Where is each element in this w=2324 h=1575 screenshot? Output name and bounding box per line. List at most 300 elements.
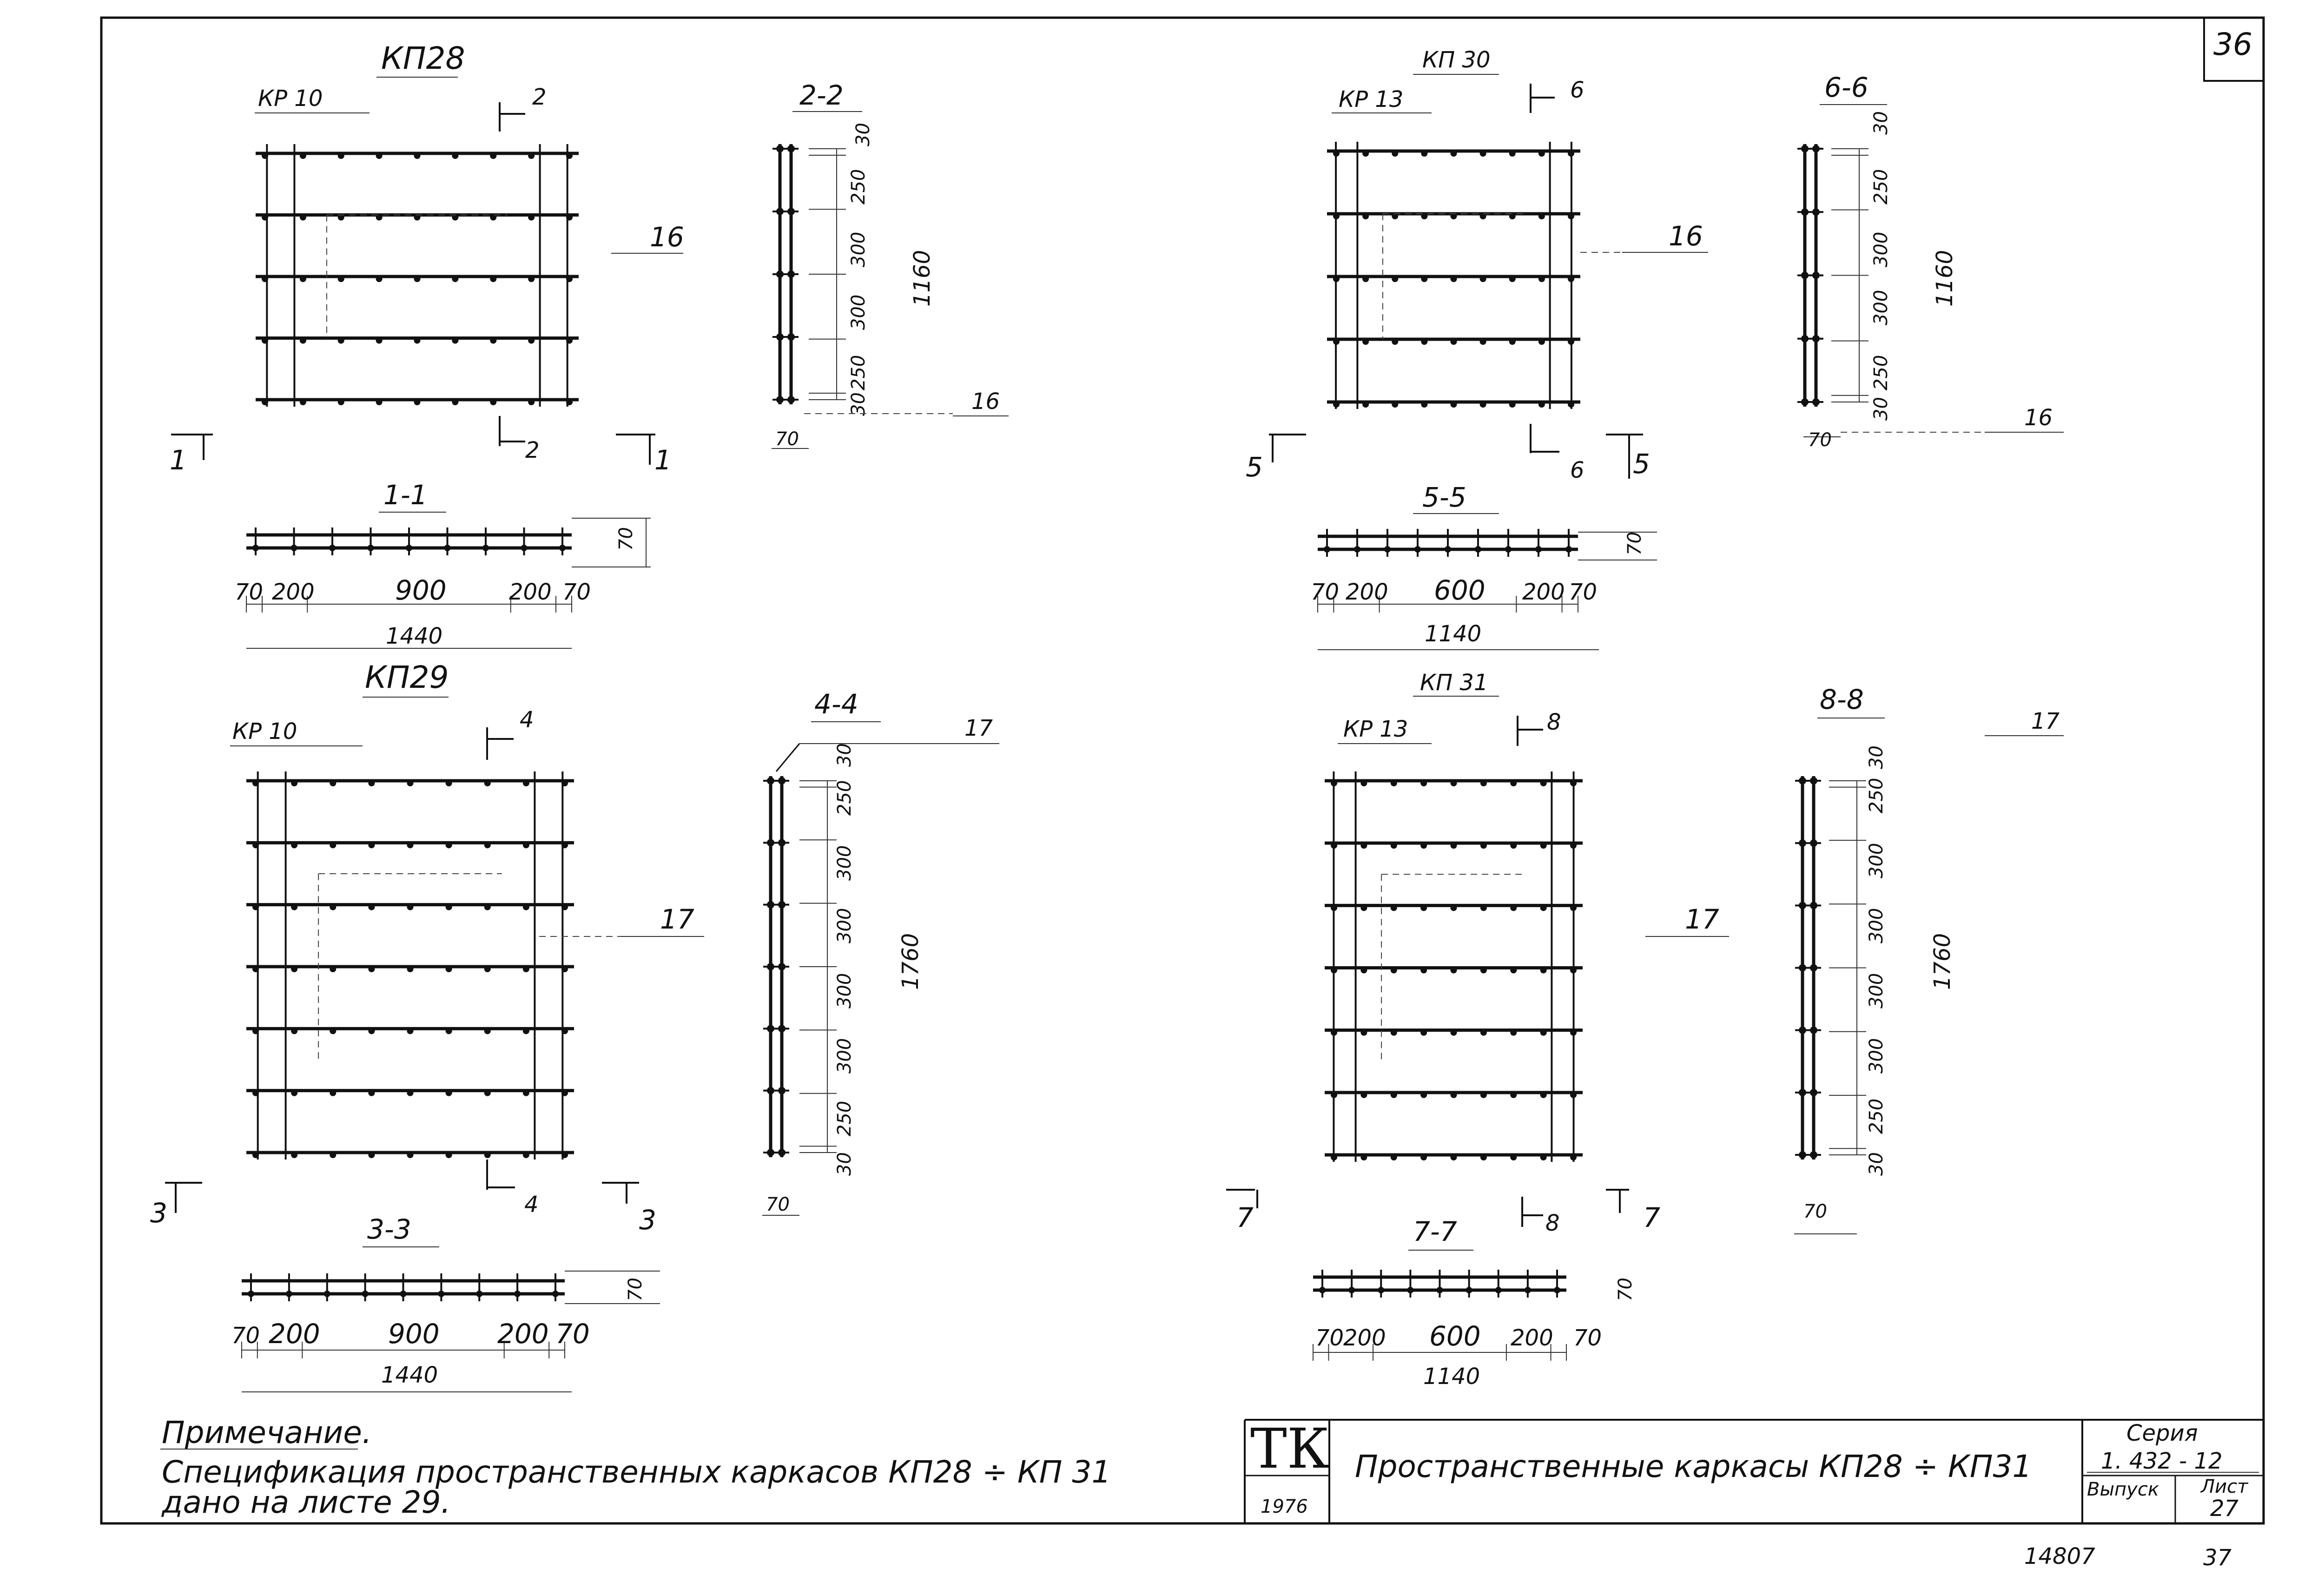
weld-point [407,1152,414,1158]
weld-point [1451,338,1457,345]
section-bar-dot [767,777,774,784]
section-5-5-dim-5: 70 [1569,579,1598,605]
weld-point [1451,780,1457,786]
weld-point [1451,401,1457,408]
weld-point [484,842,491,848]
frame-kp28-cut-top: 2 [532,84,547,110]
section-1-1-strip [246,527,572,555]
weld-point [407,966,414,972]
weld-point [452,276,458,282]
section-bar-dot [1799,1089,1806,1096]
strip-dot [362,1291,369,1297]
weld-point [1451,150,1457,157]
section-8-8-total: 1760 [1929,933,1955,990]
section-2-2-dim-3: 300 [848,231,869,267]
section-7-7-total: 1140 [1423,1364,1480,1390]
weld-point [523,842,529,848]
section-1-1-dim-5: 70 [562,579,591,605]
weld-point [1480,150,1486,157]
section-7-7-dim-2: 200 [1343,1325,1386,1351]
section-3-3-dim-2: 200 [269,1318,320,1350]
section-8-8-dim-5: 300 [1866,973,1887,1008]
weld-point [414,337,421,344]
section-2-2-leader: 16 [971,389,1000,415]
frame-kp31-cut-top: 8 [1547,709,1561,735]
section-6-6-dim-6: 30 [1870,397,1892,421]
weld-point [1480,780,1487,786]
section-4-4-title: 4-4 [814,688,858,720]
weld-point [446,842,452,848]
weld-point [528,152,535,159]
section-bar-dot [1812,208,1820,216]
weld-point [1391,967,1397,974]
weld-point [291,780,297,786]
section-bar-dot [1801,272,1809,279]
section-bar-dot [776,270,784,278]
frame-kp31-right-mark: 7 [1643,1202,1660,1233]
section-bar-dot [1810,777,1817,784]
section-4-4-width: 70 [766,1194,790,1215]
weld-point [1392,276,1398,282]
strip-dot [514,1291,521,1297]
section-7-7-dim-4: 200 [1511,1325,1553,1351]
weld-point [1451,904,1457,911]
frame-kp30-right-mark: 5 [1633,448,1650,480]
section-8-8-title: 8-8 [1820,684,1864,715]
section-bar-dot [767,839,774,846]
weld-point [1510,780,1517,786]
section-2-2-dim-1: 30 [852,123,874,146]
frame-kp30-leader: 16 [1669,220,1703,252]
frame-kp30-grid [1327,142,1580,409]
strip-dot [329,545,336,551]
weld-point [1480,1029,1487,1036]
section-6-6-dim-5: 250 [1870,355,1892,390]
strip-dot [291,545,297,551]
weld-point [330,966,336,972]
strip-dot [248,1291,254,1297]
weld-point [1510,1029,1517,1036]
weld-point [528,214,535,221]
section-6-6-dim-4: 300 [1870,290,1892,325]
weld-point [1362,338,1369,345]
strip-dot [1565,546,1572,553]
weld-point [1421,338,1427,345]
section-2-2-dim-2: 250 [848,169,869,204]
frame-kp30-left-mark: 5 [1246,451,1263,483]
frame-kp29-grid [246,771,574,1160]
weld-point [376,399,383,405]
section-bar-dot [778,839,786,846]
weld-point [1509,338,1516,345]
section-bar-dot [1799,1027,1806,1034]
section-bar-dot [1810,964,1817,972]
frame-kp28-right-mark: 1 [654,444,672,476]
weld-point [1540,842,1547,849]
section-4-4-dim-8: 30 [834,1152,855,1176]
weld-point [1480,401,1486,408]
section-bar-dot [1799,1151,1806,1159]
weld-point [1510,1092,1517,1098]
weld-point [407,1090,414,1096]
section-1-1-dim-4: 200 [509,579,552,605]
weld-point [330,1028,336,1034]
weld-point [300,337,306,344]
strip-dot [406,545,412,551]
title-block-sheet-label: Лист [2201,1476,2248,1497]
note-line-1: Спецификация пространственных каркасов КП28 ÷ КП 31 [162,1454,1111,1490]
section-bar-dot [1812,272,1820,279]
section-7-7-dim-1: 70 [1315,1325,1344,1351]
weld-point [291,1028,297,1034]
weld-point [1538,276,1545,282]
section-3-3-title: 3-3 [367,1213,411,1245]
weld-point [446,1152,452,1158]
section-bar-dot [767,1025,774,1032]
section-3-3-strip [242,1273,565,1301]
frame-kp29-cut-bottom: 4 [524,1192,539,1218]
strip-dot [1407,1287,1413,1293]
section-8-8-dim-3: 300 [1866,843,1887,878]
weld-point [291,904,297,910]
weld-point [330,780,336,786]
weld-point [523,1152,529,1158]
weld-point [330,1152,336,1158]
section-2-2-title: 2-2 [799,79,844,111]
weld-point [1510,967,1517,974]
strip-dot [324,1291,330,1297]
section-4-4-dim-7: 250 [834,1101,855,1136]
weld-point [368,780,375,786]
section-bar-dot [787,396,795,403]
section-bar-dot [1810,1151,1817,1159]
frame-kp28-cut-bottom: 2 [525,437,540,463]
frame-kp28 [170,40,684,476]
strip-dot [444,545,451,551]
weld-point [1540,780,1547,786]
weld-point [1360,1029,1367,1036]
section-7-7-strip [1313,1270,1566,1298]
section-7-7-dim-5: 70 [1573,1325,1602,1351]
weld-point [1391,842,1397,849]
section-1-1-dim-3: 900 [395,574,447,606]
frame-kp31-title: КП 31 [1420,670,1488,696]
weld-point [1451,1092,1457,1098]
strip-dot [1554,1287,1560,1293]
frame-kp30-sub: КР 13 [1339,86,1404,112]
weld-point [1360,1154,1367,1160]
strip-dot [286,1291,292,1297]
strip-dot [1535,546,1542,553]
section-5-5-dim-2: 200 [1346,579,1388,605]
section-bar-dot [778,1149,786,1156]
section-4-4-dim-6: 300 [834,1038,855,1074]
weld-point [1480,842,1487,849]
strip-dot [1525,1287,1531,1293]
section-6-6-width: 70 [1808,429,1832,451]
section-bar-dot [1810,839,1817,847]
weld-point [523,966,529,972]
strip-dot [1348,1287,1355,1293]
weld-point [1392,401,1398,408]
weld-point [523,780,529,786]
section-1-1-dim-2: 200 [272,579,315,605]
frame-kp31-sub: КР 13 [1343,716,1408,742]
section-1-1-total: 1440 [386,623,443,649]
section-3-3 [231,1213,660,1392]
frame-kp29-leader: 17 [660,903,694,935]
weld-point [484,904,491,910]
section-7-7-title: 7-7 [1413,1216,1457,1247]
section-4-4-dim-3: 300 [834,845,855,881]
weld-point [330,904,336,910]
weld-point [338,399,344,405]
section-3-3-dim-4: 200 [497,1318,549,1350]
weld-point [338,276,344,282]
section-3-3-dim-3: 900 [388,1318,440,1350]
section-1-1-title: 1-1 [383,479,428,511]
weld-point [368,904,375,910]
weld-point [1392,150,1398,157]
weld-point [446,904,452,910]
weld-point [1360,967,1367,974]
section-8-8-dims [1829,781,1866,1155]
section-6-6-dim-3: 300 [1870,231,1892,267]
weld-point [414,276,421,282]
weld-point [1360,780,1367,786]
weld-point [1480,904,1487,911]
weld-point [1420,1092,1427,1098]
weld-point [1540,967,1547,974]
section-bar-dot [778,1025,786,1032]
weld-point [490,276,496,282]
weld-point [1451,967,1457,974]
weld-point [1391,904,1397,911]
weld-point [368,1028,375,1034]
section-bar-dot [1810,1027,1817,1034]
section-8-8-stack [1795,776,1821,1160]
weld-point [1538,213,1545,219]
section-bar-dot [778,777,786,784]
weld-point [1362,276,1369,282]
section-bar-dot [787,270,795,278]
weld-point [291,966,297,972]
section-bar-dot [1812,398,1820,406]
weld-point [1451,276,1457,282]
section-3-3-height: 70 [625,1278,646,1301]
section-6-6-title: 6-6 [1824,72,1868,103]
strip-dot [1319,1287,1326,1293]
sheet-number: 36 [2213,26,2252,62]
strip-dot [1466,1287,1472,1293]
strip-dot [1378,1287,1384,1293]
weld-point [523,1090,529,1096]
frame-kp31-left-mark: 7 [1236,1202,1254,1233]
weld-point [1421,150,1427,157]
strip-dot [552,1291,559,1297]
section-8-8-dim-7: 250 [1866,1098,1887,1134]
frame-kp31 [1226,670,1729,1236]
section-4-4-stack [763,776,789,1157]
weld-point [528,337,535,344]
weld-point [1360,904,1367,911]
section-bar-dot [1810,902,1817,909]
section-bar-dot [1812,145,1820,152]
weld-point [1420,1154,1427,1160]
weld-point [490,152,496,159]
section-4-4-dims [799,781,837,1153]
strip-dot [1495,1287,1502,1293]
section-bar-dot [787,145,795,152]
section-bar-dot [778,1087,786,1094]
section-8-8-dim-8: 30 [1866,1152,1887,1176]
weld-point [1420,1029,1427,1036]
weld-point [368,1152,375,1158]
section-5-5-dim-3: 600 [1434,574,1486,606]
section-bar-dot [1801,335,1809,343]
frame-kp30-cut-top: 6 [1570,77,1585,103]
section-5-5-total: 1140 [1425,621,1482,647]
section-6-6 [1797,72,2064,451]
weld-point [300,399,306,405]
section-7-7-height: 70 [1615,1278,1636,1301]
frame-kp30-cut-bottom: 6 [1570,457,1585,483]
section-6-6-stack [1797,144,1823,407]
section-6-6-dim-2: 250 [1870,169,1892,204]
frame-kp28-left-mark: 1 [170,444,187,476]
weld-point [484,1028,491,1034]
weld-point [1480,967,1487,974]
section-2-2-total: 1160 [909,250,935,307]
weld-point [528,399,535,405]
weld-point [1538,150,1545,157]
section-bar-dot [1799,777,1806,784]
frame-kp30 [1246,47,1708,483]
section-2-2-stack [772,144,799,404]
title-block-series-label: Серия [2126,1420,2198,1446]
section-4-4-dim-4: 300 [834,908,855,943]
weld-point [330,1090,336,1096]
section-3-3-dim-5: 70 [555,1318,590,1350]
section-bar-dot [778,901,786,909]
weld-point [376,152,383,159]
section-bar-dot [787,208,795,215]
weld-point [368,966,375,972]
strip-dot [1414,546,1421,553]
frame-kp29-right-mark: 3 [639,1204,656,1236]
weld-point [1420,842,1427,849]
weld-point [300,152,306,159]
weld-point [368,1090,375,1096]
weld-point [376,276,383,282]
sheet-frame [101,18,2264,1523]
weld-point [1538,338,1545,345]
section-4-4-dim-2: 250 [834,780,855,816]
weld-point [484,1152,491,1158]
section-bar-dot [1801,145,1809,152]
frame-kp28-sub: КР 10 [258,86,323,112]
section-2-2-dim-5: 250 [848,355,869,390]
weld-point [300,276,306,282]
weld-point [446,1028,452,1034]
weld-point [338,152,344,159]
note-heading: Примечание. [162,1415,372,1450]
frame-kp30-title: КП 30 [1422,47,1491,73]
frame-kp31-leader: 17 [1685,903,1719,935]
weld-point [523,1028,529,1034]
weld-point [1362,401,1369,408]
section-bar-dot [767,1149,774,1156]
section-5-5-dim-1: 70 [1311,579,1340,605]
weld-point [291,842,297,848]
section-bar-dot [776,333,784,341]
section-4-4-leader: 17 [964,715,993,741]
weld-point [452,152,458,159]
section-2-2-dim-4: 300 [848,294,869,330]
section-bar-dot [1799,839,1806,847]
section-3-3-dim-1: 70 [231,1323,260,1349]
weld-point [414,399,421,405]
frame-kp29-cut-top: 4 [520,707,534,733]
weld-point [452,399,458,405]
section-2-2-width: 70 [775,428,799,450]
section-6-6-dims [1831,149,1868,402]
strip-dot [1445,546,1451,553]
weld-point [1509,150,1516,157]
weld-point [1538,401,1545,408]
weld-point [1509,276,1516,282]
title-block-sheet-value: 27 [2210,1496,2239,1522]
section-1-1-height: 70 [615,527,637,551]
weld-point [484,966,491,972]
section-4-4-dim-5: 300 [834,973,855,1008]
strip-dot [252,545,259,551]
weld-point [1420,904,1427,911]
section-bar-dot [776,145,784,152]
section-bar-dot [767,1087,774,1094]
title-block [1245,1417,2264,1523]
weld-point [490,337,496,344]
section-2-2-dims [809,149,846,400]
weld-point [1540,1092,1547,1098]
weld-point [407,1028,414,1034]
weld-point [446,780,452,786]
section-bar-dot [787,333,795,341]
weld-point [407,780,414,786]
weld-point [1360,842,1367,849]
weld-point [407,904,414,910]
title-block-year: 1976 [1261,1496,1308,1517]
section-bar-dot [1799,964,1806,972]
title-block-title: Пространственные каркасы КП28 ÷ КП31 [1355,1449,2032,1484]
weld-point [330,842,336,848]
section-6-6-total: 1160 [1932,250,1958,307]
weld-point [1391,1154,1397,1160]
section-2-2 [772,79,1009,450]
title-block-issue-label: Выпуск [2087,1479,2159,1500]
section-7-7-dim-3: 600 [1429,1320,1481,1352]
weld-point [414,152,421,159]
section-bar-dot [1799,902,1806,909]
weld-point [1391,780,1397,786]
weld-point [1362,213,1369,219]
section-5-5-height: 70 [1624,532,1645,555]
weld-point [1480,1092,1487,1098]
weld-point [1540,904,1547,911]
strip-dot [1324,546,1330,553]
section-5-5-dim-4: 200 [1522,579,1565,605]
frame-kp28-leader: 16 [650,221,684,253]
